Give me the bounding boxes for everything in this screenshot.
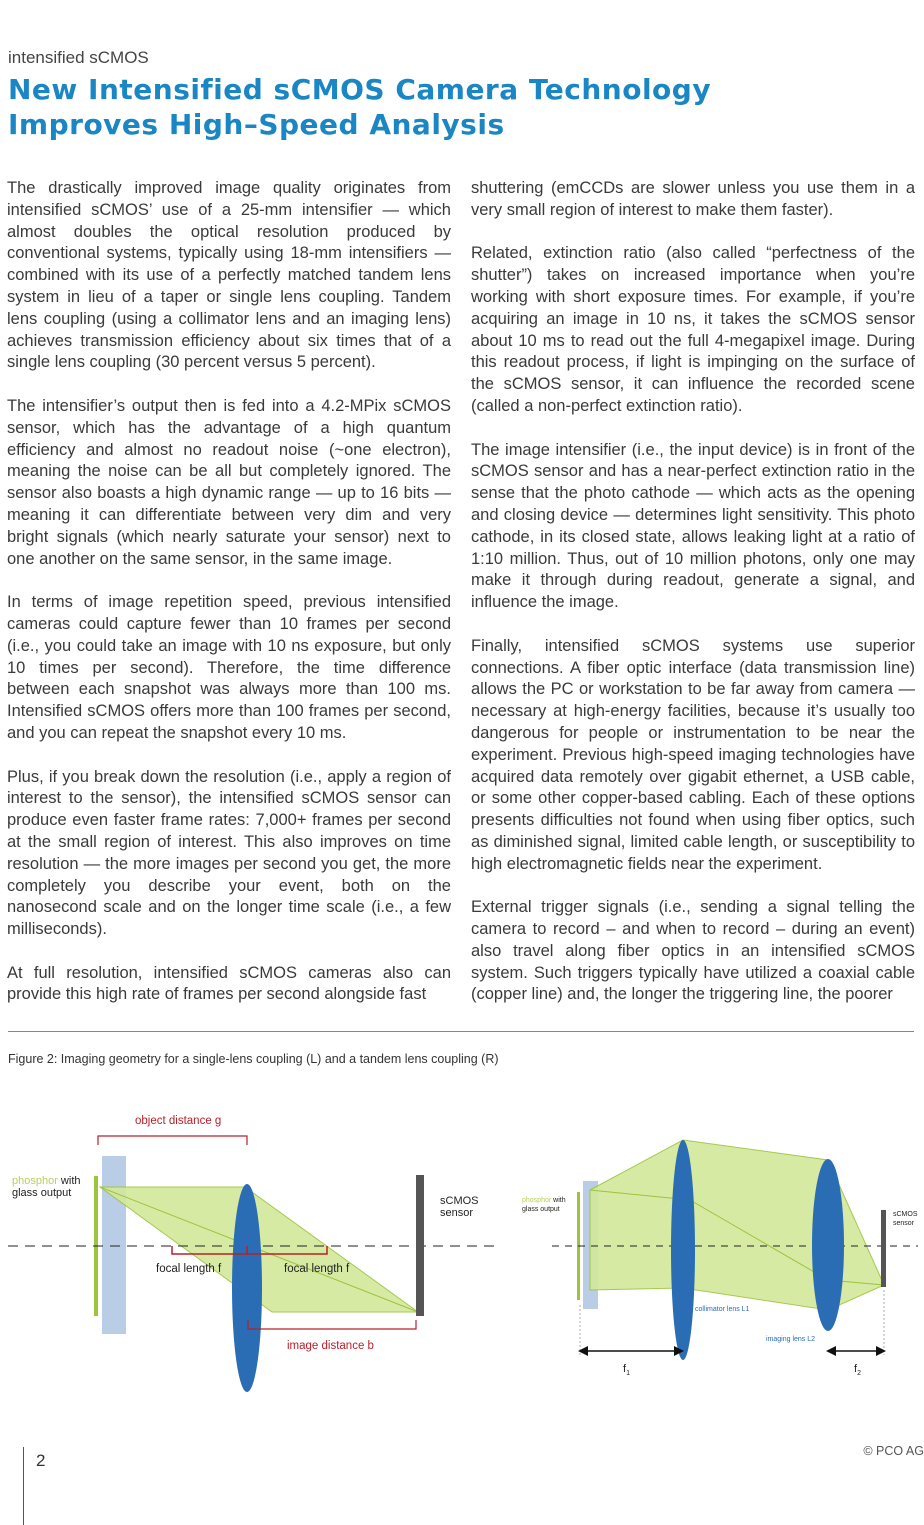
- phosphor-label: phosphor with: [522, 1197, 566, 1204]
- paragraph: Related, extinction ratio (also called “perfectness of the shutter”) takes on increased importance when you’re working with short exposure times. For example, if you’re acquiring an image in 10 ns, it takes the sCMOS sensor about 10 ms to read out the full 4-megapixel image. During this readout process, if light is impinging on the surface of the sCMOS sensor, it can influence the recorded scene (called a non-perfect extinction ratio).: [471, 244, 915, 415]
- object-distance-label: object distance g: [135, 1115, 222, 1127]
- paragraph: The intensifier’s output then is fed into a 4.2-MPix sCMOS sensor, which has the advantage of a high quantum efficiency and almost no readout noise (~one electron), meaning the noise can be all but completely ignored. The sensor also boasts a high dynamic range — up to 16 bits — meaning it can differentiate between very dim and very bright signals (which nearly saturate your sensor) next to one another on the same sensor, in the same image.: [7, 396, 451, 568]
- imaging-lens: [812, 1159, 844, 1331]
- phosphor-label: phosphor with: [12, 1175, 81, 1187]
- imaging-lens-label: imaging lens L2: [766, 1336, 816, 1343]
- paragraph: Finally, intensified sCMOS systems use superior connections. A fiber optic interface (data transmission line) allows the PC or workstation to be far away from camera — necessary at high-energy facilities, because it’s usually too dangerous for people or instrumentation to be near the experiment. Previous high-speed imaging technologies have acquired data remotely over gigabit ethernet, a USB cable, or some other copper-based cabling. Each of these options presents difficulties not found when using fiber optics, such as diminished signal, limited cable length, or susceptibility to high electromagnetic fields near the experiment.: [471, 636, 915, 873]
- image-distance-label: image distance b: [287, 1340, 374, 1352]
- paragraph: The drastically improved image quality originates from intensified sCMOS’ use of a 25-mm intensifier — which almost doubles the optical resolution produced by conventional systems, typically using 18-mm intensifiers — combined with its use of a perfectly matched tandem lens system in lieu of a taper or single lens coupling. Tandem lens coupling (using a collimator lens and an imaging lens) achieves transmission efficiency about six times that of a single lens coupling (30 percent versus 5 percent).: [7, 179, 451, 372]
- section-divider: [8, 1031, 914, 1032]
- title-line-2: Improves High–Speed Analysis: [8, 108, 505, 141]
- page-number: 2: [36, 1451, 46, 1470]
- paragraph: At full resolution, intensified sCMOS cameras also can provide this high rate of frames per second alongside fast: [7, 963, 451, 1004]
- figure-caption: Figure 2: Imaging geometry for a single-lens coupling (L) and a tandem lens coupling (R): [8, 1052, 499, 1066]
- object-distance-bracket: [98, 1136, 247, 1145]
- scmos-sensor: [881, 1210, 886, 1287]
- left-column: [7, 178, 451, 1028]
- f2-label: $f_2$: [854, 1363, 861, 1377]
- glass-plate: [102, 1156, 126, 1334]
- collimator-lens-label: collimator lens L1: [695, 1306, 750, 1313]
- image-distance-bracket: [248, 1320, 416, 1329]
- paragraph: The image intensifier (i.e., the input device) is in front of the sCMOS sensor and has a near-perfect extinction ratio in the sense that the photo cathode — which acts as the opening and closing device — determines light sensitivity. This photo cathode, in its closed state, allows leaking light at a ratio of 1:10 million. Thus, out of 10 million photons, only one may make it through during readout, generate a signal, and influence the image.: [471, 440, 915, 612]
- paragraph: shuttering (emCCDs are slower unless you use them in a very small region of interest to make them faster).: [471, 179, 915, 219]
- section-kicker: intensified sCMOS: [8, 48, 149, 67]
- right-column: [471, 178, 915, 1028]
- tandem-lens-diagram: [522, 1140, 918, 1377]
- sensor-label-line2: sensor: [440, 1207, 474, 1219]
- scmos-sensor: [416, 1175, 424, 1316]
- glass-output-label: glass output: [522, 1206, 560, 1213]
- title-line-1: New Intensified sCMOS Camera Technology: [8, 73, 712, 106]
- glass-output-label: glass output: [12, 1187, 72, 1199]
- paragraph: Plus, if you break down the resolution (i.e., apply a region of interest to the sensor), the intensified sCMOS sensor can produce even faster frame rates: 7,000+ frames per second at the small region of interest. This also improves on time resolution — the more images per second you get, the more completely you describe your event, both on the nanosecond scale and on the longer time scale (i.e., a few milliseconds).: [7, 767, 451, 939]
- sensor-label-line1: sCMOS: [893, 1211, 918, 1218]
- focal-length-label-right: focal length f: [284, 1263, 350, 1275]
- sensor-label-line1: sCMOS: [440, 1195, 479, 1207]
- focal-length-label-left: focal length f: [156, 1263, 222, 1275]
- arrowhead: [876, 1346, 886, 1356]
- arrowhead: [578, 1346, 588, 1356]
- paragraph: In terms of image repetition speed, previous intensified cameras could capture fewer than 10 frames per second (i.e., you could take an image with 10 ns exposure, but only 10 times per second). Therefore, the time difference between each snapshot was always more than 100 ms. Intensified sCMOS offers more than 100 frames per second, and you can repeat the snapshot every 10 ms.: [7, 593, 451, 742]
- paragraph: External trigger signals (i.e., sending a signal telling the camera to record – and when to record – during an event) also travel along fiber optics in an intensified sCMOS system. Such triggers typically have utilized a coaxial cable (copper line) and, the longer the triggering line, the poorer: [471, 898, 915, 1004]
- article-title: [8, 72, 711, 142]
- copyright: © PCO AG: [863, 1444, 924, 1458]
- footer-rule: [23, 1447, 24, 1525]
- sensor-label-line2: sensor: [893, 1220, 915, 1227]
- lens: [232, 1184, 262, 1392]
- single-lens-diagram: [8, 1115, 498, 1392]
- imaging-geometry-figure: [0, 1080, 924, 1410]
- collimator-lens: [671, 1140, 695, 1360]
- f1-label: $f_1$: [623, 1363, 630, 1377]
- arrowhead: [826, 1346, 836, 1356]
